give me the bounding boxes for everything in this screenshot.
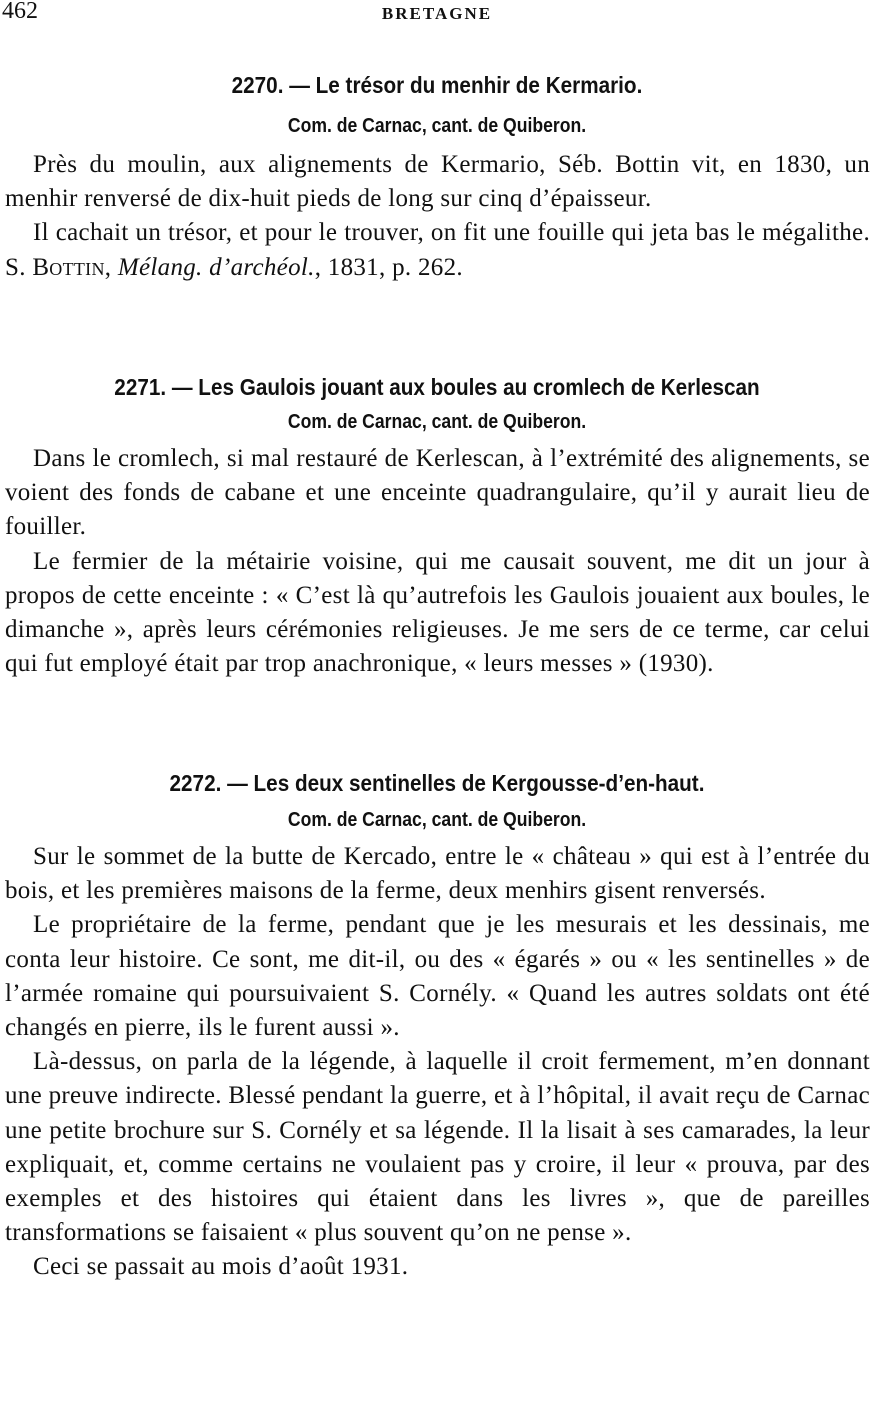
paragraph: Là-dessus, on parla de la légende, à laquelle il croit fermement, m’en donnant une preuve indirecte. Blessé pendant la guerre, et à l’hôpital, il avait reçu de Carnac une petite brochure sur S. Cornély et sa légende. Il la lisait à ses camarades, la leur expliquait, et, comme certains ne voulaient pas y croire, il leur « prouva, par des exemples et des histoires qui étaient dans les livres », que de pareilles transformations se faisaient « plus souvent qu’on ne pense ». <box>5 1048 870 1247</box>
author-name: Bottin <box>32 253 105 281</box>
section-subtitle: Com. de Carnac, cant. de Quiberon. <box>287 411 587 433</box>
section-title: 2272. — Les deux sentinelles de Kergousse-d’en-haut. <box>169 770 705 796</box>
section-title: 2271. — Les Gaulois jouant aux boules au cromlech de Kerlescan <box>114 374 760 400</box>
paragraph: Ceci se passait au mois d’août 1931. <box>33 1253 409 1281</box>
work-title: Mélang. d’archéol. <box>117 253 315 281</box>
section-2270 <box>0 70 874 285</box>
page-number: 462 <box>2 0 38 24</box>
section-2272 <box>0 768 874 1285</box>
section-title: 2270. — Le trésor du menhir de Kermario. <box>231 72 643 98</box>
paragraph: Près du moulin, aux alignements de Kermario, Séb. Bottin vit, en 1830, un menhir renversé de dix-huit pieds de long sur cinq d’épaisseur. <box>5 151 870 213</box>
paragraph-citation: Il cachait un trésor, et pour le trouver, on fit une fouille qui jeta bas le mégalithe. S. Bottin, Mélang. d’archéol., 1831, p. 262. <box>5 219 870 281</box>
running-title: BRETAGNE <box>381 4 493 23</box>
section-subtitle: Com. de Carnac, cant. de Quiberon. <box>287 115 587 137</box>
page-header <box>0 0 874 30</box>
section-2271 <box>0 372 874 681</box>
section-subtitle: Com. de Carnac, cant. de Quiberon. <box>287 809 587 831</box>
paragraph: Le propriétaire de la ferme, pendant que je les mesurais et les dessinais, me conta leur histoire. Ce sont, me dit-il, ou des « égarés » ou « les sentinelles » de l’armée romaine qui poursuivaient S. Cornély. « Quand les autres soldats ont été changés en pierre, ils le furent aussi ». <box>5 911 870 1042</box>
paragraph: Le fermier de la métairie voisine, qui me causait souvent, me dit un jour à propos de cette enceinte : « C’est là qu’autrefois les Gaulois jouaient aux boules, le dimanche », après leurs cérémonies religieuses. Je me sers de ce terme, car celui qui fut employé était par trop anachronique, « leurs messes » (1930). <box>5 547 870 678</box>
paragraph: Sur le sommet de la butte de Kercado, entre le « château » qui est à l’entrée du bois, et les premières maisons de la ferme, deux menhirs gisent renversés. <box>5 843 870 905</box>
paragraph: Dans le cromlech, si mal restauré de Kerlescan, à l’extrémité des alignements, se voient des fonds de cabane et une enceinte quadrangulaire, qu’il y aurait lieu de fouiller. <box>5 445 870 541</box>
